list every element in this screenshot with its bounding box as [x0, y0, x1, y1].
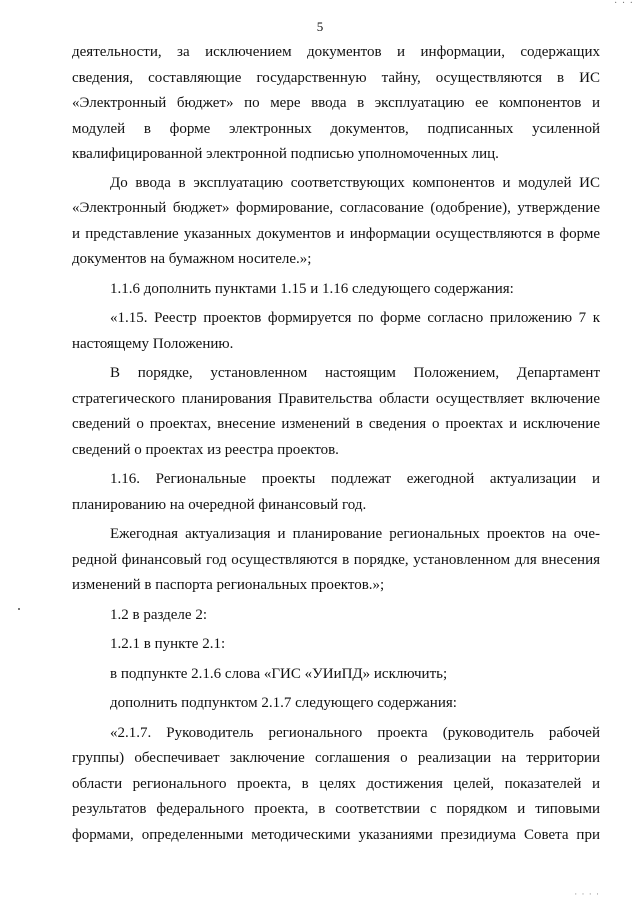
- text-line: сведения, составляющие государственную тайну, осуществляются в ИС: [72, 69, 600, 86]
- text-line: В порядке, установленном настоящим Положением, Департамент: [110, 365, 600, 381]
- text-line: 1.16. Региональные проекты подлежат ежегодной актуализации и: [110, 471, 600, 487]
- page-number: 5: [316, 19, 324, 34]
- text-line: формами, определенными методическими указаниями президиума Совета при: [72, 826, 600, 843]
- text-line: области регионального проекта, в целях достижения целей, показателей и: [72, 775, 600, 792]
- text-line: «Электронный бюджет» формирование, согласование (одобрение), утверждение: [72, 200, 600, 216]
- text-line: группы) обеспечивает заключение соглашения о реализации на территории: [72, 750, 600, 766]
- text-line: До ввода в эксплуатацию соответствующих компонентов и модулей ИС: [110, 174, 600, 191]
- text-line: квалифицированной электронной подписью уполномоченных лиц.: [72, 146, 499, 162]
- text-line: изменений в паспорта региональных проектов.»;: [72, 577, 385, 593]
- text-line: 1.2.1 в пункте 2.1:: [110, 636, 226, 652]
- text-line: Ежегодная актуализация и планирование региональных проектов на оче-: [110, 526, 600, 542]
- text-line: дополнить подпунктом 2.1.7 следующего содержания:: [110, 695, 457, 711]
- text-line: результатов федерального проекта, в соответствии с порядком и типовыми: [72, 801, 600, 817]
- scan-corner-mark: · · ·: [614, 0, 634, 9]
- text-line: редной финансовый год осуществляются в порядке, установленном для внесения: [72, 551, 600, 568]
- scan-corner-mark-bottom: · · · ·: [574, 889, 600, 899]
- text-line: сведений о проектах из реестра проектов.: [72, 441, 339, 458]
- document-body: [72, 40, 600, 848]
- text-line: 1.2 в разделе 2:: [110, 606, 207, 623]
- text-line: стратегического планирования Правительства области осуществляет включение: [72, 390, 600, 407]
- text-line: в подпункте 2.1.6 слова «ГИС «УИиПД» исключить;: [110, 665, 448, 682]
- text-line: планированию на очередной финансовый год.: [72, 496, 367, 513]
- text-line: сведений о проектах, внесение изменений в сведения о проектах и исключение: [72, 416, 600, 432]
- text-line: документов на бумажном носителе.»;: [72, 251, 312, 267]
- text-line: «2.1.7. Руководитель регионального проекта (руководитель рабочей: [110, 724, 600, 741]
- text-line: 1.1.6 дополнить пунктами 1.15 и 1.16 следующего содержания:: [110, 280, 514, 297]
- text-line: и представление указанных документов и информации осуществляются в форме: [72, 225, 600, 242]
- text-line: деятельности, за исключением документов и информации, содержащих: [72, 44, 600, 60]
- text-line: модулей в форме электронных документов, подписанных усиленной: [72, 120, 600, 137]
- text-line: «Электронный бюджет» по мере ввода в эксплуатацию ее компонентов и: [72, 95, 600, 111]
- text-line: настоящему Положению.: [72, 335, 234, 352]
- scan-margin-dot: [18, 608, 20, 610]
- text-line: «1.15. Реестр проектов формируется по форме согласно приложению 7 к: [110, 310, 600, 326]
